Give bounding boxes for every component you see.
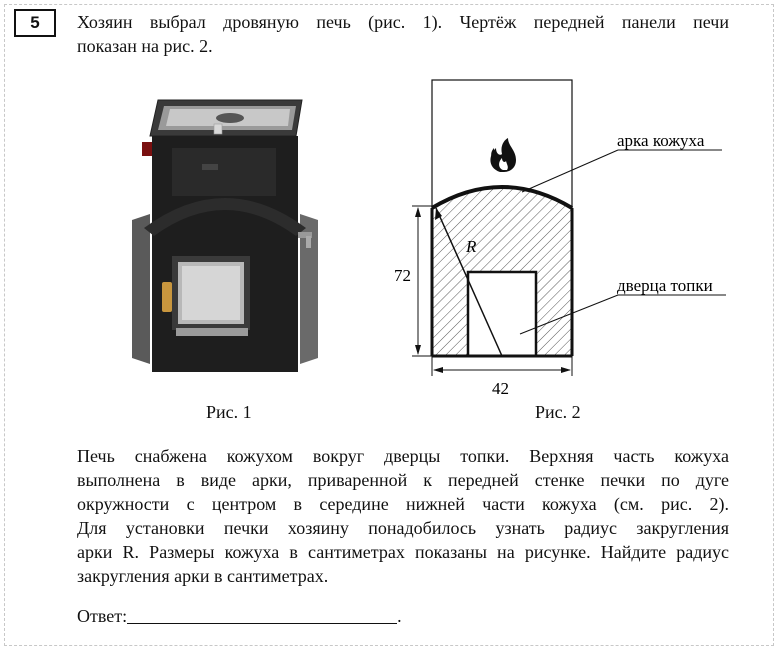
body-line-2: выполнена в виде арки, приваренной к передней стенке печки по дуге (77, 470, 729, 490)
fig2-caption: Рис. 2 (535, 402, 581, 422)
firebox-door (468, 272, 536, 356)
door-label: дверца топки (617, 276, 713, 295)
answer-field[interactable] (127, 605, 397, 624)
answer-row (77, 604, 402, 628)
body-line-6: закругления арки в сантиметрах. (77, 566, 329, 586)
body-line-3: окружности с центром в середине нижней части кожуха (см. рис. 2). (77, 494, 729, 514)
intro-line-2: показан на рис. 2. (77, 36, 213, 56)
front-panel-drawing (386, 68, 740, 400)
answer-label: Ответ: (77, 606, 128, 626)
height-dimension: 72 (394, 266, 411, 285)
fire-icon (490, 138, 516, 172)
answer-end: . (397, 606, 402, 626)
intro-line-1: Хозяин выбрал дровяную печь (рис. 1). Чертёж передней панели печи (77, 12, 729, 32)
body-line-1: Печь снабжена кожухом вокруг дверцы топки. Верхняя часть кожуха (77, 446, 729, 466)
width-dimension: 42 (492, 379, 509, 398)
task-intro (77, 10, 729, 58)
arch-label: арка кожуха (617, 131, 705, 150)
task-number: 5 (14, 9, 56, 37)
radius-label: R (466, 237, 477, 256)
body-line-4: Для установки печки хозяину понадобилось узнать радиус закругления (77, 518, 729, 538)
task-body (77, 444, 729, 588)
stove-illustration (120, 96, 320, 376)
body-line-5: арки R. Размеры кожуха в сантиметрах показаны на рисунке. Найдите радиус (77, 542, 729, 562)
fig1-caption: Рис. 1 (206, 402, 252, 422)
